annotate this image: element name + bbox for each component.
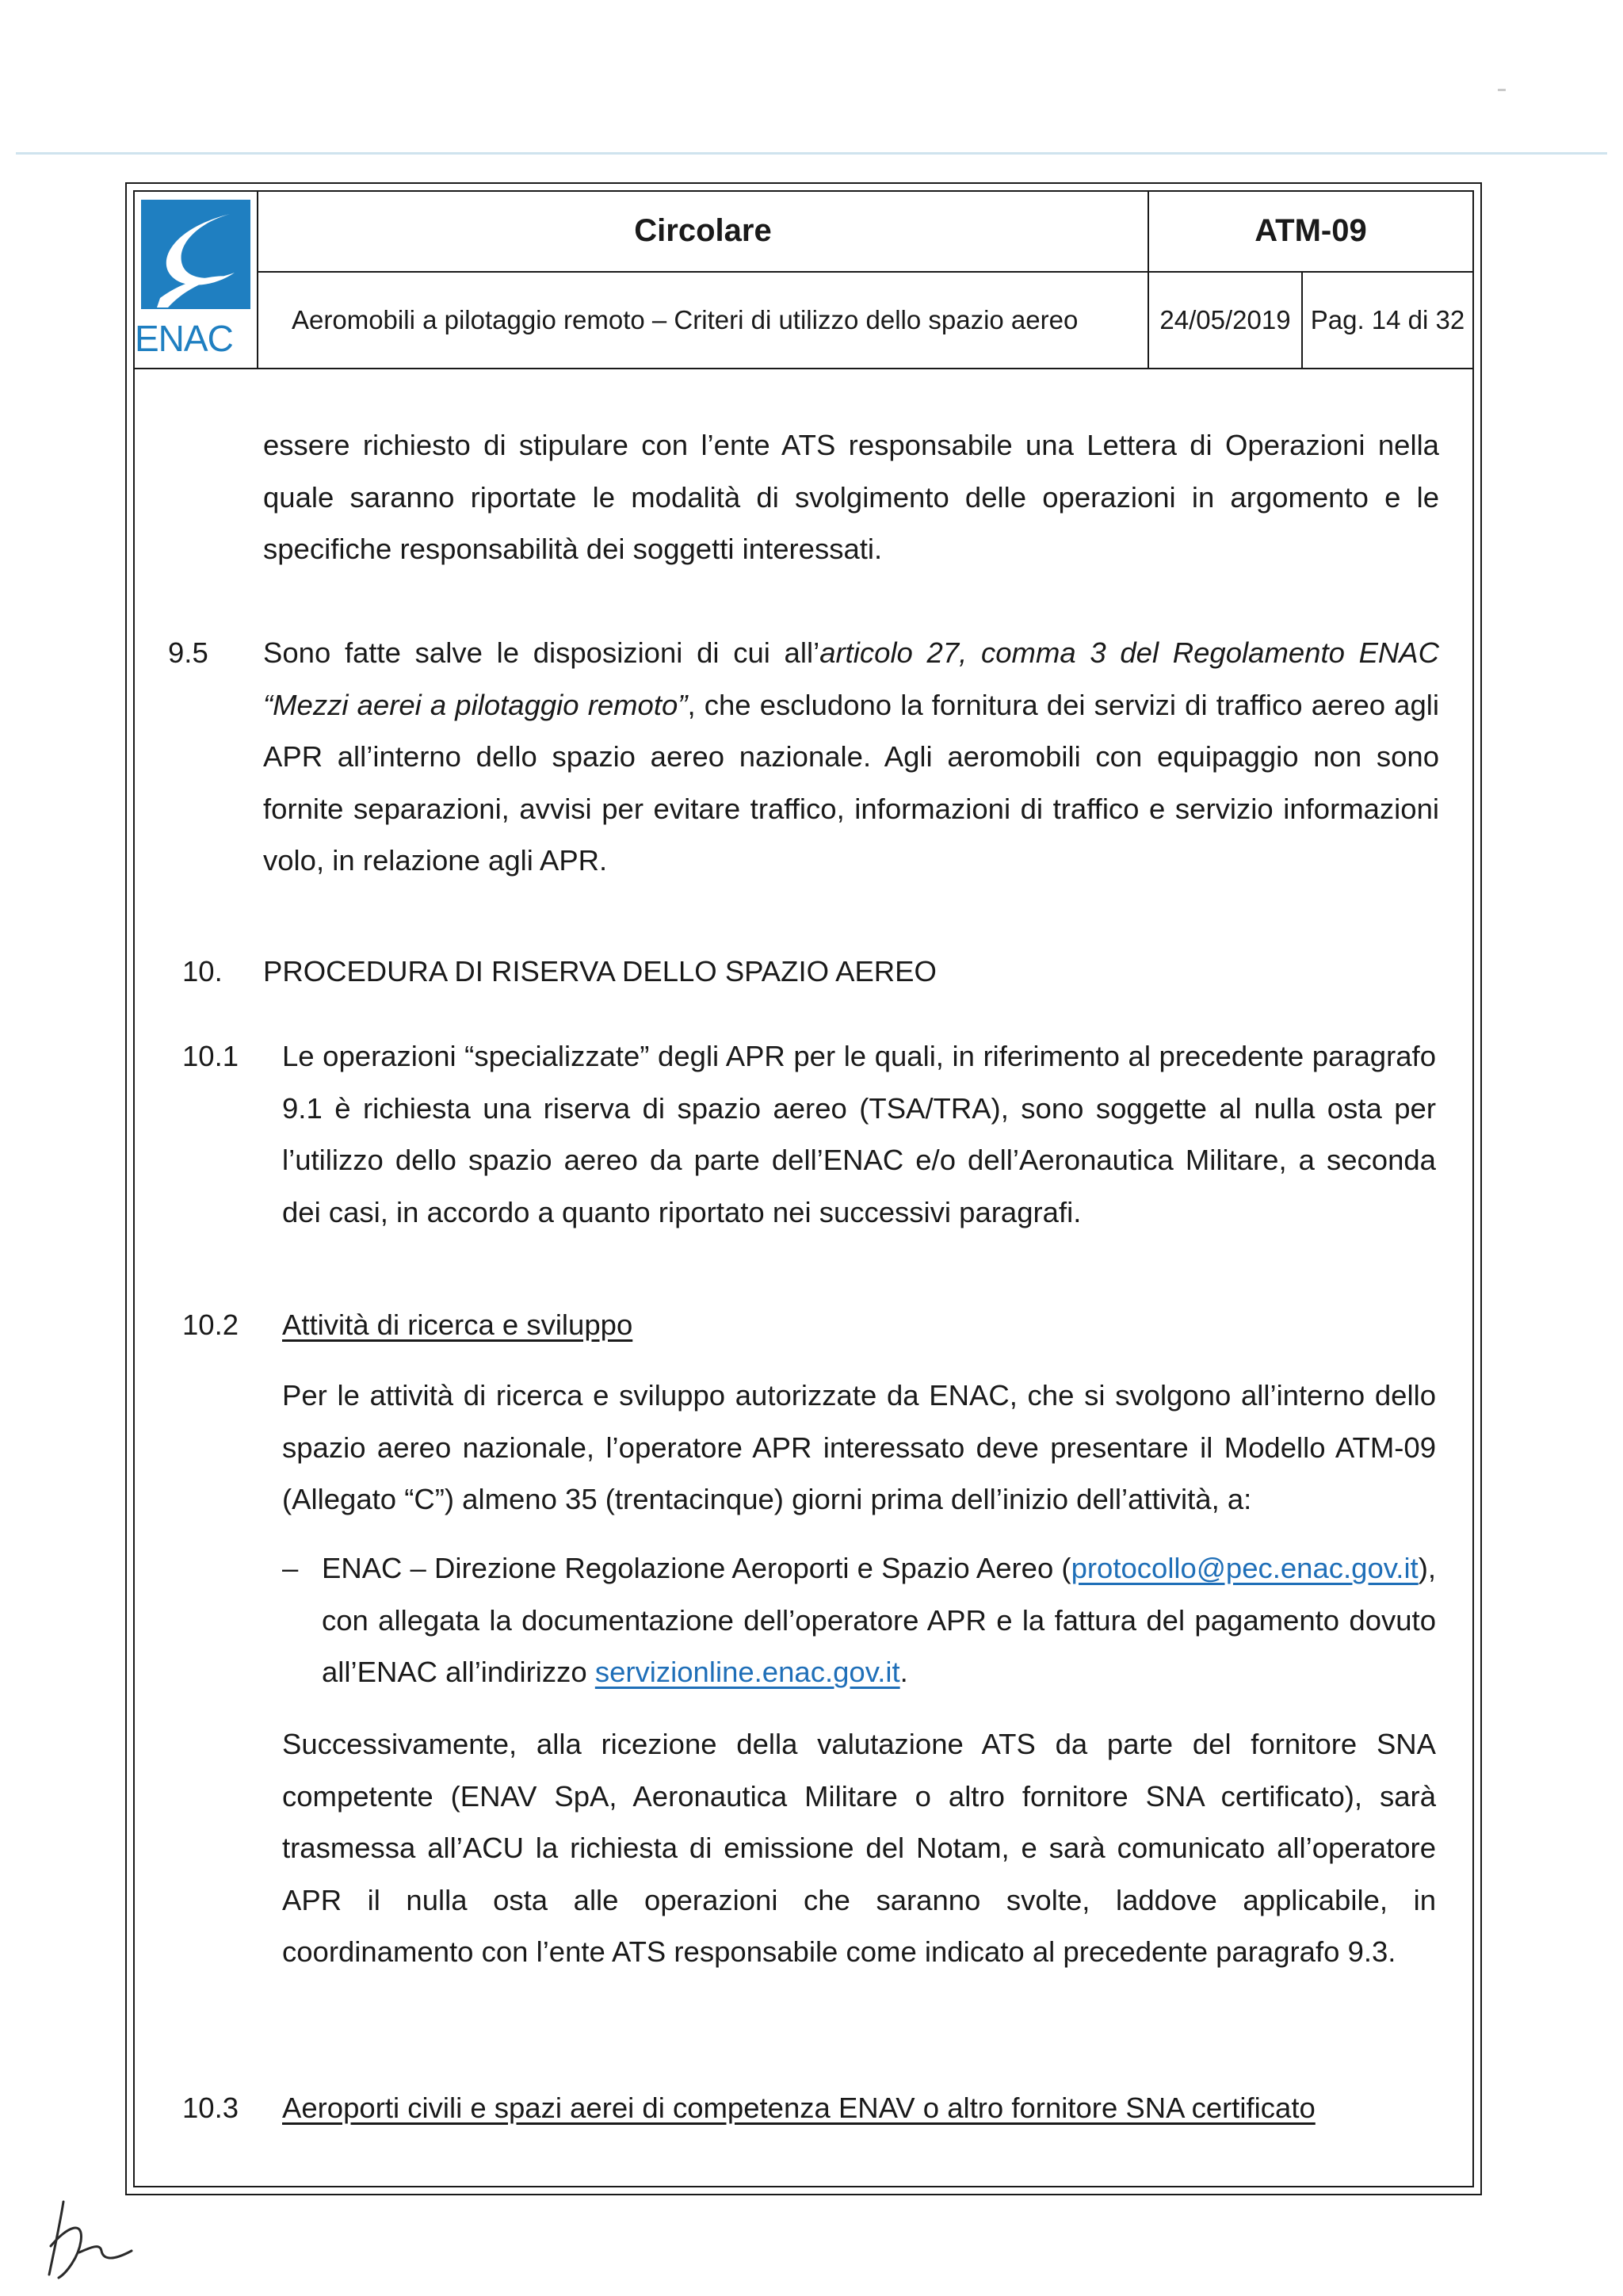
continuation-paragraph: essere richiesto di stipulare con l’ente ATS responsabile una Lettera di Operazioni nella quale saranno riportate le modalità di svolgimento delle operazioni in argomento e le specifiche responsabilità dei soggetti interessati. (263, 429, 1439, 565)
bullet-text-a: ENAC – Direzione Regolazione Aeroporti e Spazio Aereo ( (322, 1552, 1071, 1584)
section-10-2-title: Attività di ricerca e sviluppo (282, 1308, 633, 1341)
section-10-2-paragraph-1: Per le attività di ricerca e sviluppo autorizzate da ENAC, che si svolgono all’interno dello spazio aereo nazionale, l’operatore APR interessato deve presentare il Modello ATM-09 (Allegato “C”) almeno 35 (trentacinque) giorni prima dell’inizio dell’attività, a: (282, 1379, 1436, 1515)
scan-speck (1498, 89, 1506, 91)
document-date: 24/05/2019 (1149, 273, 1303, 368)
document-type: Circolare (258, 190, 1149, 273)
section-10-1-text: Le operazioni “specializzate” degli APR per le quali, in riferimento al precedente paragrafo 9.1 è richiesta una riserva di spazio aereo (TSA/TRA), sono soggette al nulla osta per l’utilizzo dello spazio aereo da parte dell’ENAC e/o dell’Aeronautica Militare, a seconda dei casi, in accordo a quanto riportato nei successivi paragrafi. (282, 1040, 1436, 1228)
section-number-10-2: 10.2 (182, 1308, 239, 1341)
document-header (133, 190, 1474, 369)
section-10-3-title: Aeroporti civili e spazi aerei di competenza ENAV o altro fornitore SNA certificato (282, 2092, 1316, 2124)
section-9-5-text-a: Sono fatte salve le disposizioni di cui all’ (263, 636, 820, 669)
section-number-10-1: 10.1 (182, 1040, 239, 1072)
servizionline-link[interactable]: servizionline.enac.gov.it (594, 1656, 900, 1688)
scan-top-rule (16, 152, 1607, 155)
section-9-5-text-b: , che escludono la fornitura dei servizi di traffico aereo agli APR all’interno dello spazio aereo nazionale. Agli aeromobili con equipaggio non sono fornite separazioni, avvisi per evitare traffico, informazioni di traffico e servizio informazioni volo, in relazione agli APR. (263, 688, 1439, 877)
regulation-reference: articolo 27, comma 3 del Regolamento ENAC “Mezzi aerei a pilotaggio remoto” (263, 636, 1439, 721)
bullet-dash: – (282, 1552, 299, 1584)
section-number-9-5: 9.5 (168, 636, 208, 669)
bullet-text-b: ), con allegata la documentazione dell’operatore APR e la fattura del pagamento dovuto all’ENAC all’indirizzo (322, 1552, 1436, 1688)
section-10-title: PROCEDURA DI RISERVA DELLO SPAZIO AEREO (263, 955, 937, 988)
section-number-10-3: 10.3 (182, 2092, 239, 2124)
document-subject: Aeromobili a pilotaggio remoto – Criteri di utilizzo dello spazio aereo (258, 273, 1149, 368)
section-number-10: 10. (182, 955, 223, 988)
page-number: Pag. 14 di 32 (1310, 305, 1465, 334)
section-10-2-paragraph-2: Successivamente, alla ricezione della valutazione ATS da parte del fornitore SNA competente (ENAV SpA, Aeronautica Militare o altro fornitore SNA certificato), sarà trasmessa all’ACU la richiesta di emissione del Notam, e sarà comunicato all’operatore APR il nulla osta alle operazioni che saranno svolte, laddove applicabile, in coordinamento con l’ente ATS responsabile come indicato al precedente paragrafo 9.3. (282, 1728, 1436, 1968)
bullet-text (322, 1542, 1436, 1698)
document-code: ATM-09 (1149, 190, 1472, 273)
handwritten-signature (43, 2195, 138, 2283)
section-9-5-text (263, 627, 1439, 887)
enac-logo (133, 190, 258, 368)
enac-logo-text: ENAC (135, 318, 233, 359)
bullet-text-c: . (899, 1656, 908, 1688)
enac-logo-mark-icon (141, 200, 250, 309)
pec-email-link[interactable]: protocollo@pec.enac.gov.it (1071, 1552, 1419, 1584)
